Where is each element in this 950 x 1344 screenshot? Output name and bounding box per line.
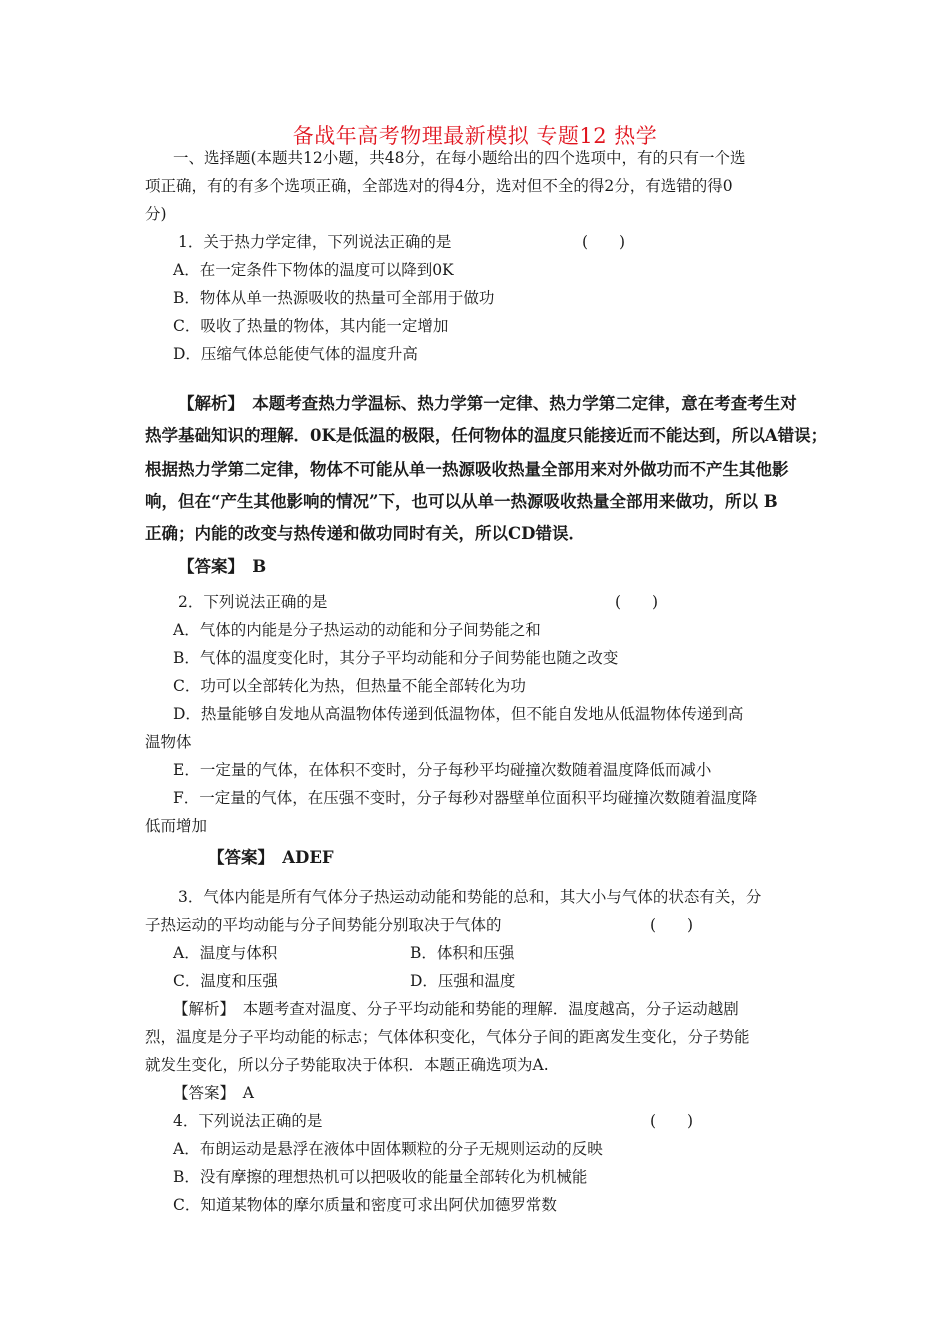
q1-answer-blank: ( ) <box>582 233 626 251</box>
intro-line-1: 一、选择题(本题共12小题，共48分，在每小题给出的四个选项中，有的只有一个选 <box>173 149 746 167</box>
q3-option-b: B．体积和压强 <box>410 944 515 962</box>
q1-option-a: A．在一定条件下物体的温度可以降到0K <box>173 261 454 279</box>
q2-option-a: A．气体的内能是分子热运动的动能和分子间势能之和 <box>173 621 541 639</box>
q4-option-b: B．没有摩擦的理想热机可以把吸收的能量全部转化为机械能 <box>173 1168 588 1186</box>
q3-analysis-line-1: 【解析】 本题考查对温度、分子平均动能和势能的理解．温度越高，分子运动越剧 <box>173 1000 739 1018</box>
q1-stem: 1．关于热力学定律，下列说法正确的是 <box>178 233 452 251</box>
q2-answer-blank: ( ) <box>615 593 659 611</box>
q1-analysis-line-2: 热学基础知识的理解．0K是低温的极限，任何物体的温度只能接近而不能达到，所以A错误； <box>145 426 828 445</box>
q2-option-b: B．气体的温度变化时，其分子平均动能和分子间势能也随之改变 <box>173 649 619 667</box>
q1-answer: 【答案】 B <box>178 557 267 576</box>
intro-line-3: 分) <box>145 205 167 223</box>
q3-analysis-line-3: 就发生变化，所以分子势能取决于体积．本题正确选项为A. <box>145 1056 549 1074</box>
q1-analysis-line-3: 根据热力学第二定律，物体不可能从单一热源吸收热量全部用来对外做功而不产生其他影 <box>145 460 789 479</box>
q1-option-c: C．吸收了热量的物体，其内能一定增加 <box>173 317 449 335</box>
q3-option-d: D．压强和温度 <box>410 972 516 990</box>
q3-option-a: A．温度与体积 <box>173 944 278 962</box>
q3-answer: 【答案】 A <box>173 1084 254 1102</box>
q4-stem: 4．下列说法正确的是 <box>173 1112 323 1130</box>
q3-option-c: C．温度和压强 <box>173 972 278 990</box>
q1-option-d: D．压缩气体总能使气体的温度升高 <box>173 345 418 363</box>
q1-option-b: B．物体从单一热源吸收的热量可全部用于做功 <box>173 289 495 307</box>
q2-option-f-cont: 低而增加 <box>145 817 208 835</box>
q2-stem: 2．下列说法正确的是 <box>178 593 328 611</box>
q1-analysis-line-1: 【解析】 本题考查热力学温标、热力学第一定律、热力学第二定律，意在考查考生对 <box>178 394 797 413</box>
q2-option-f: F．一定量的气体，在压强不变时，分子每秒对器壁单位面积平均碰撞次数随着温度降 <box>173 789 758 807</box>
q3-stem-line-2: 子热运动的平均动能与分子间势能分别取决于气体的 <box>145 916 502 934</box>
q3-answer-blank: ( ) <box>650 916 694 934</box>
q2-answer: 【答案】 ADEF <box>208 848 334 867</box>
q2-option-e: E．一定量的气体，在体积不变时，分子每秒平均碰撞次数随着温度降低而减小 <box>173 761 712 779</box>
intro-line-2: 项正确，有的有多个选项正确，全部选对的得4分，选对但不全的得2分，有选错的得0 <box>145 177 733 195</box>
q4-answer-blank: ( ) <box>650 1112 694 1130</box>
q1-analysis-line-4: 响，但在“产生其他影响的情况”下，也可以从单一热源吸收热量全部用来做功，所以 B <box>145 492 778 511</box>
page-title: 备战年高考物理最新模拟 专题12 热学 <box>292 124 658 148</box>
q3-stem-line-1: 3．气体内能是所有气体分子热运动动能和势能的总和，其大小与气体的状态有关，分 <box>178 888 762 906</box>
q3-analysis-line-2: 烈，温度是分子平均动能的标志；气体体积变化，气体分子间的距离发生变化，分子势能 <box>145 1028 750 1046</box>
q2-option-d: D．热量能够自发地从高温物体传递到低温物体，但不能自发地从低温物体传递到高 <box>173 705 744 723</box>
q4-option-c: C．知道某物体的摩尔质量和密度可求出阿伏加德罗常数 <box>173 1196 557 1214</box>
q1-analysis-line-5: 正确；内能的改变与热传递和做功同时有关，所以CD错误． <box>145 524 585 543</box>
q4-option-a: A．布朗运动是悬浮在液体中固体颗粒的分子无规则运动的反映 <box>173 1140 603 1158</box>
q2-option-c: C．功可以全部转化为热，但热量不能全部转化为功 <box>173 677 526 695</box>
q2-option-d-cont: 温物体 <box>145 733 192 751</box>
